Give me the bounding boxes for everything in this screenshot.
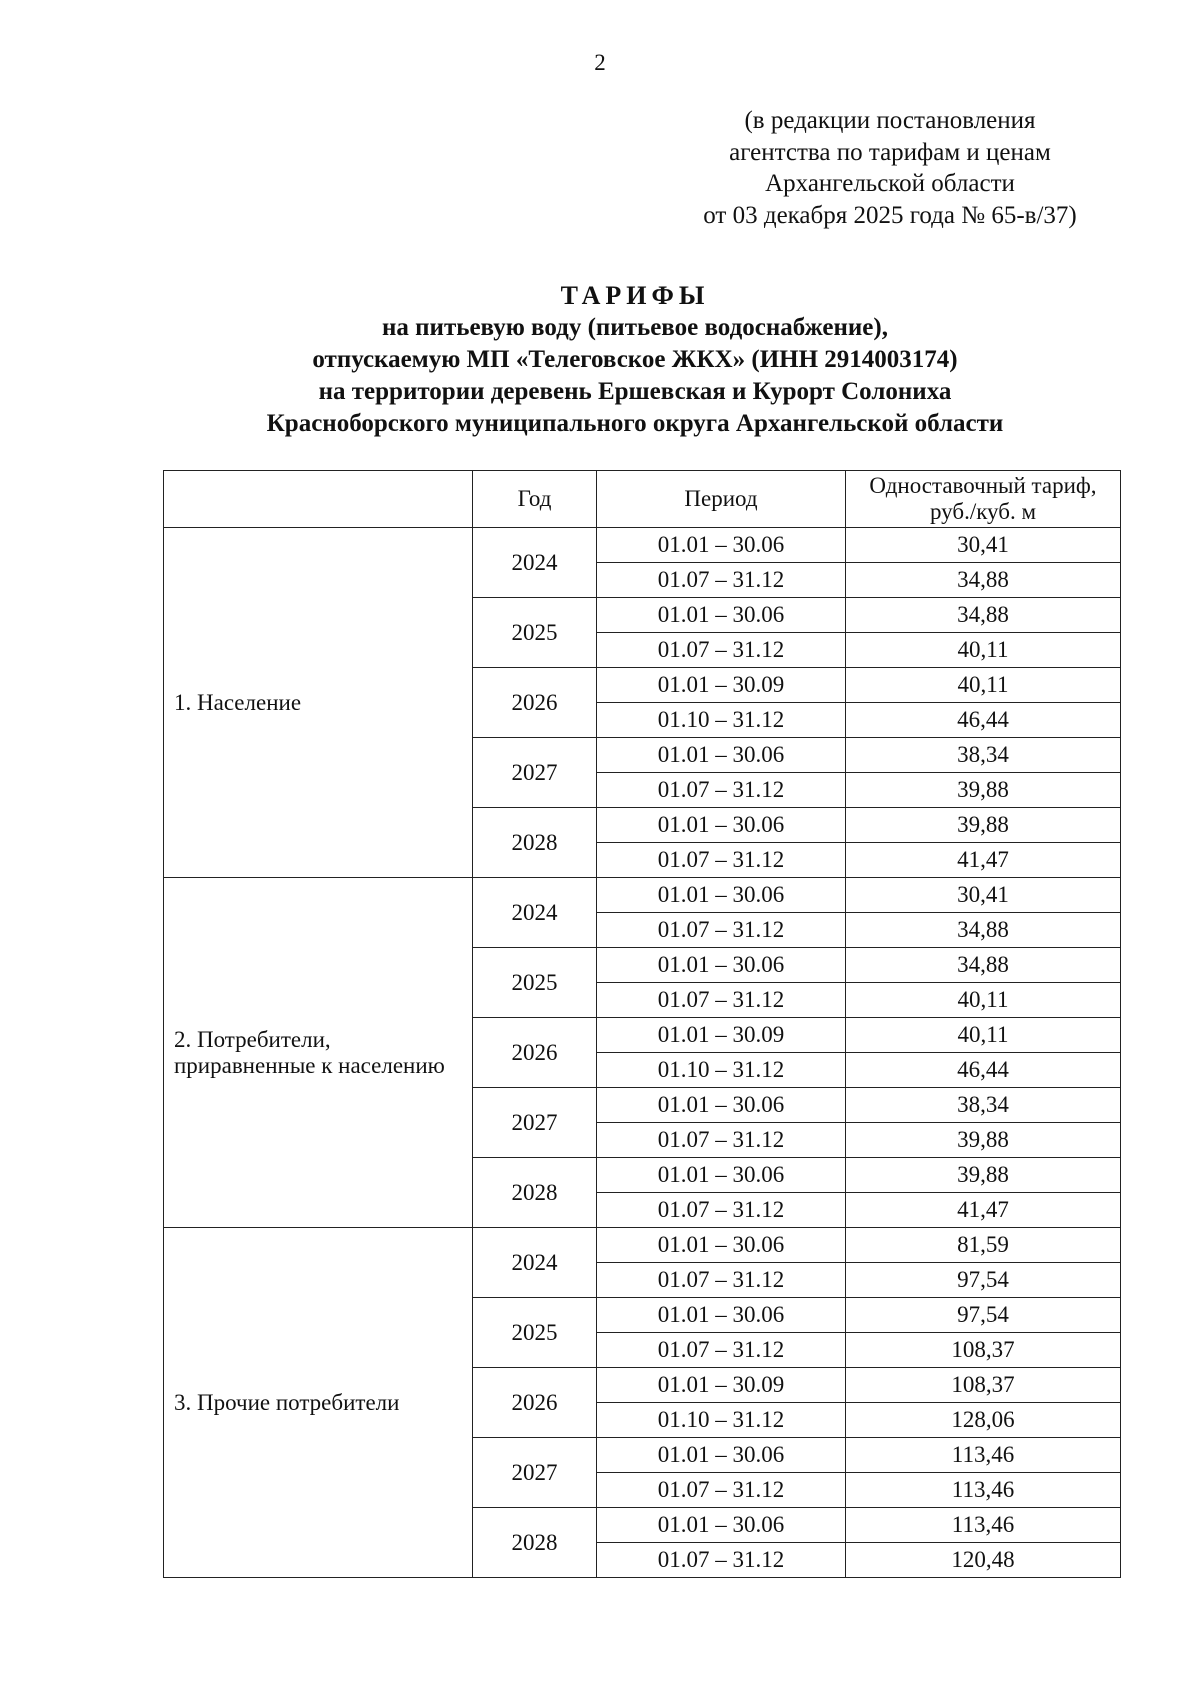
document-title (150, 280, 1120, 440)
tariff-cell: 120,48 (846, 1543, 1121, 1578)
tariff-cell: 38,34 (846, 738, 1121, 773)
year-cell: 2024 (473, 1228, 597, 1298)
year-cell: 2025 (473, 598, 597, 668)
period-cell: 01.01 – 30.06 (597, 878, 846, 913)
year-cell: 2028 (473, 808, 597, 878)
tariff-cell: 34,88 (846, 913, 1121, 948)
tariff-cell: 34,88 (846, 948, 1121, 983)
redaction-line: от 03 декабря 2025 года № 65-в/37) (703, 201, 1077, 229)
year-cell: 2024 (473, 528, 597, 598)
redaction-line: Архангельской области (765, 170, 1015, 197)
year-cell: 2027 (473, 1438, 597, 1508)
tariff-cell: 39,88 (846, 1158, 1121, 1193)
period-cell: 01.07 – 31.12 (597, 1333, 846, 1368)
tariff-cell: 39,88 (846, 773, 1121, 808)
table-row (164, 528, 1121, 563)
period-cell: 01.01 – 30.06 (597, 1158, 846, 1193)
tariff-cell: 113,46 (846, 1473, 1121, 1508)
period-cell: 01.07 – 31.12 (597, 633, 846, 668)
tariff-cell: 40,11 (846, 1018, 1121, 1053)
period-cell: 01.10 – 31.12 (597, 703, 846, 738)
period-cell: 01.07 – 31.12 (597, 1123, 846, 1158)
year-cell: 2025 (473, 1298, 597, 1368)
year-cell: 2026 (473, 1018, 597, 1088)
title-line: на питьевую воду (питьевое водоснабжение), (382, 314, 888, 341)
period-cell: 01.07 – 31.12 (597, 1263, 846, 1298)
tariff-cell: 30,41 (846, 878, 1121, 913)
year-cell: 2026 (473, 1368, 597, 1438)
tariff-cell: 128,06 (846, 1403, 1121, 1438)
redaction-line: агентства по тарифам и ценам (729, 138, 1051, 166)
table-header-row (164, 471, 1121, 528)
title-line: отпускаемую МП «Телеговское ЖКХ» (ИНН 2914003174) (312, 346, 958, 373)
tariff-cell: 41,47 (846, 1193, 1121, 1228)
header-category (164, 471, 473, 528)
period-cell: 01.07 – 31.12 (597, 913, 846, 948)
year-cell: 2027 (473, 738, 597, 808)
year-cell: 2025 (473, 948, 597, 1018)
category-cell (164, 878, 473, 1228)
category-label: 1. Население (174, 689, 302, 715)
header-year: Год (473, 471, 597, 528)
period-cell: 01.01 – 30.06 (597, 1438, 846, 1473)
year-cell: 2024 (473, 878, 597, 948)
title-heading: ТАРИФЫ (560, 281, 710, 310)
year-cell: 2027 (473, 1088, 597, 1158)
tariff-cell: 38,34 (846, 1088, 1121, 1123)
header-tariff: Одноставочный тариф, руб./куб. м (846, 471, 1121, 528)
period-cell: 01.10 – 31.12 (597, 1403, 846, 1438)
period-cell: 01.01 – 30.06 (597, 1228, 846, 1263)
title-line: на территории деревень Ершевская и Курорт Солониха (318, 378, 952, 405)
tariff-cell: 40,11 (846, 983, 1121, 1018)
category-cell (164, 528, 473, 878)
table-row (164, 878, 1121, 913)
period-cell: 01.10 – 31.12 (597, 1053, 846, 1088)
period-cell: 01.07 – 31.12 (597, 1193, 846, 1228)
period-cell: 01.01 – 30.09 (597, 1368, 846, 1403)
year-cell: 2028 (473, 1158, 597, 1228)
tariff-cell: 40,11 (846, 668, 1121, 703)
tariff-cell: 39,88 (846, 1123, 1121, 1158)
period-cell: 01.01 – 30.06 (597, 948, 846, 983)
tariff-cell: 97,54 (846, 1263, 1121, 1298)
tariff-cell: 46,44 (846, 703, 1121, 738)
tariff-cell: 34,88 (846, 598, 1121, 633)
redaction-line: (в редакции постановления (744, 107, 1036, 134)
tariff-cell: 46,44 (846, 1053, 1121, 1088)
tariff-cell: 97,54 (846, 1298, 1121, 1333)
period-cell: 01.07 – 31.12 (597, 843, 846, 878)
period-cell: 01.07 – 31.12 (597, 563, 846, 598)
period-cell: 01.01 – 30.09 (597, 1018, 846, 1053)
period-cell: 01.01 – 30.06 (597, 1298, 846, 1333)
tariff-cell: 30,41 (846, 528, 1121, 563)
period-cell: 01.01 – 30.06 (597, 738, 846, 773)
period-cell: 01.01 – 30.06 (597, 1508, 846, 1543)
tariff-cell: 113,46 (846, 1438, 1121, 1473)
table-row (164, 1228, 1121, 1263)
period-cell: 01.01 – 30.06 (597, 528, 846, 563)
period-cell: 01.01 – 30.06 (597, 1088, 846, 1123)
tariff-cell: 40,11 (846, 633, 1121, 668)
period-cell: 01.07 – 31.12 (597, 983, 846, 1018)
period-cell: 01.01 – 30.06 (597, 598, 846, 633)
category-label: 3. Прочие потребители (174, 1389, 400, 1415)
category-cell (164, 1228, 473, 1578)
tariffs-table (163, 470, 1121, 1578)
tariff-cell: 81,59 (846, 1228, 1121, 1263)
redaction-note (670, 105, 1110, 231)
period-cell: 01.07 – 31.12 (597, 1473, 846, 1508)
category-label: приравненные к населению (174, 1052, 445, 1078)
tariff-cell: 113,46 (846, 1508, 1121, 1543)
tariff-cell: 108,37 (846, 1368, 1121, 1403)
year-cell: 2026 (473, 668, 597, 738)
year-cell: 2028 (473, 1508, 597, 1578)
category-label: 2. Потребители, (174, 1026, 331, 1052)
tariff-cell: 41,47 (846, 843, 1121, 878)
title-line: Красноборского муниципального округа Архангельской области (266, 410, 1004, 437)
tariff-cell: 108,37 (846, 1333, 1121, 1368)
tariff-cell: 39,88 (846, 808, 1121, 843)
period-cell: 01.07 – 31.12 (597, 1543, 846, 1578)
period-cell: 01.01 – 30.09 (597, 668, 846, 703)
header-period: Период (597, 471, 846, 528)
tariff-cell: 34,88 (846, 563, 1121, 598)
period-cell: 01.07 – 31.12 (597, 773, 846, 808)
tariffs-table-body (164, 528, 1121, 1578)
page-number: 2 (594, 50, 606, 75)
period-cell: 01.01 – 30.06 (597, 808, 846, 843)
